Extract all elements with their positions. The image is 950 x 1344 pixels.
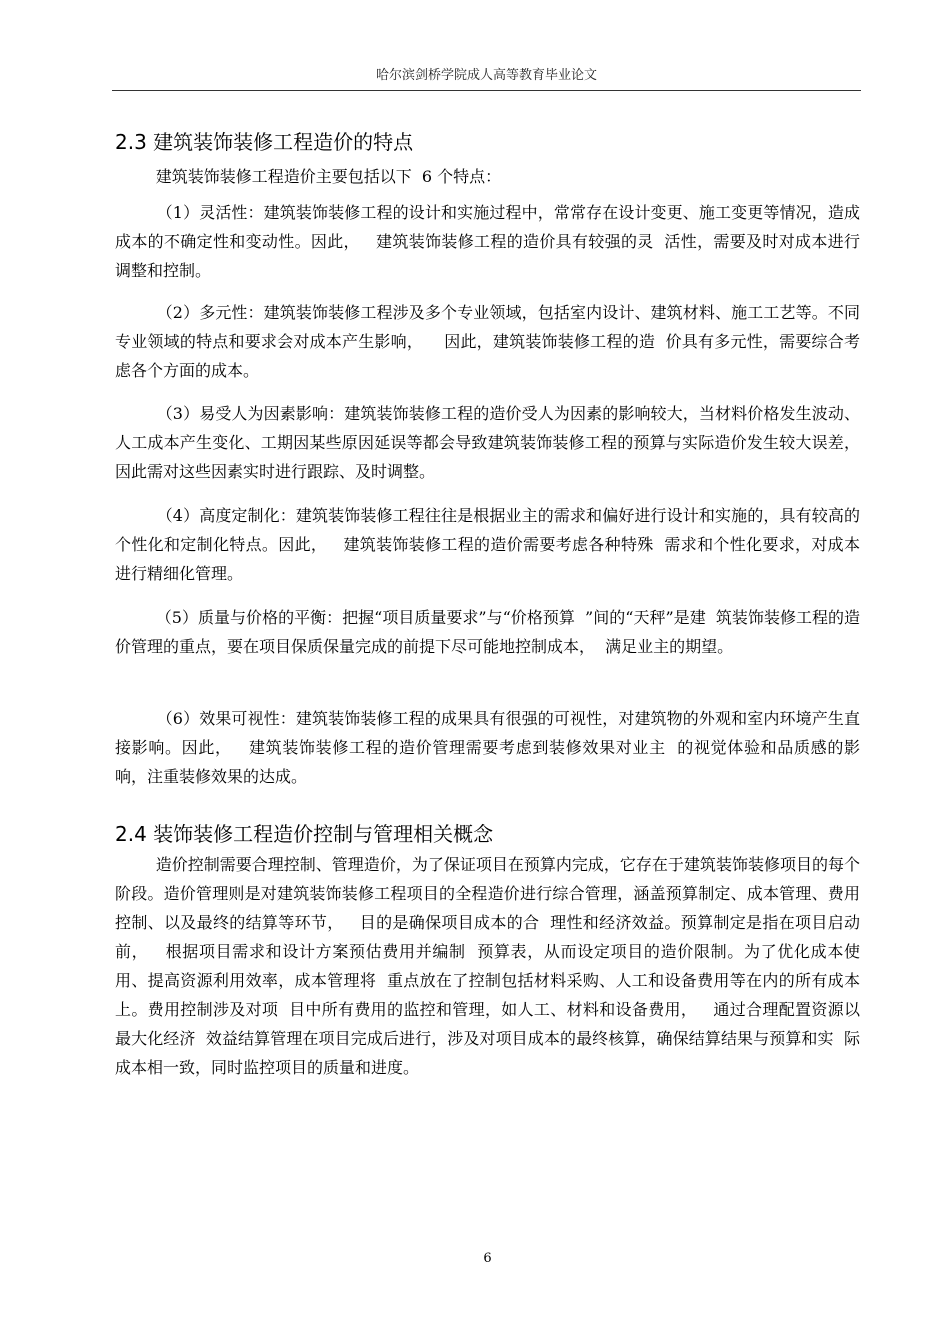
page-number: 6 <box>483 1251 492 1266</box>
paragraph-flexibility: （1）灵活性：建筑装饰装修工程的设计和实施过程中，常常存在设计变更、施工变更等情况，造成成本的不确定性和变动性。因此， 建筑装饰装修工程的造价具有较强的灵 活性，需要及时对成本进行调整和控制。 <box>115 203 861 280</box>
paragraph-visibility: （6）效果可视性：建筑装饰装修工程的成果具有很强的可视性，对建筑物的外观和室内环境产生直接影响。因此， 建筑装饰装修工程的造价管理需要考虑到装修效果对业主 的视觉体验和品质感的影响，注重装修效果的达成。 <box>115 709 861 786</box>
section-intro: 建筑装饰装修工程造价主要包括以下 6 个特点： <box>115 167 502 186</box>
paragraph-customization: （4）高度定制化：建筑装饰装修工程往往是根据业主的需求和偏好进行设计和实施的，具有较高的个性化和定制化特点。因此， 建筑装饰装修工程的造价需要考虑各种特殊 需求和个性化要求，对成本进行精细化管理。 <box>115 506 861 583</box>
paragraph-cost-control: 造价控制需要合理控制、管理造价，为了保证项目在预算内完成，它存在于建筑装饰装修项目的每个阶段。造价管理则是对建筑装饰装修工程项目的全程造价进行综合管理，涵盖预算制定、成本管理、费用控制、以及最终的结算等环节， 目的是确保项目成本的合 理性和经济效益。预算制定是指在项目启动前， 根据项目需求和设计方案预估费用并编制 预算表，从而设定项目的造价限制。为了优化成本使用、提高资源利用效率，成本管理将 重点放在了控制包括材料采购、人工和设备费用等在内的所有成本上。费用控制涉及对项 目中所有费用的监控和管理，如人工、材料和设备费用， 通过合理配置资源以最大化经济 效益结算管理在项目完成后进行，涉及对项目成本的最终核算，确保结算结果与预算和实 际成本相一致，同时监控项目的质量和进度。 <box>115 855 860 1077</box>
section-title-2-3: 2.3 建筑装饰装修工程造价的特点 <box>115 130 414 154</box>
page-header: 哈尔滨剑桥学院成人高等教育毕业论文 <box>112 64 861 91</box>
paragraph-quality-price: （5）质量与价格的平衡：把握“项目质量要求”与“价格预算 ”间的“天秤”是建 筑装饰装修工程的造价管理的重点，要在项目保质保量完成的前提下尽可能地控制成本， 满足业主的期望。 <box>115 608 861 656</box>
section-title-2-4: 2.4 装饰装修工程造价控制与管理相关概念 <box>115 822 494 846</box>
paragraph-human-factors: （3）易受人为因素影响：建筑装饰装修工程的造价受人为因素的影响较大，当材料价格发生波动、人工成本产生变化、工期因某些原因延误等都会导致建筑装饰装修工程的预算与实际造价发生较大误差，因此需对这些因素实时进行跟踪、及时调整。 <box>115 404 861 481</box>
paragraph-diversity: （2）多元性：建筑装饰装修工程涉及多个专业领域，包括室内设计、建筑材料、施工工艺等。不同专业领域的特点和要求会对成本产生影响， 因此，建筑装饰装修工程的造 价具有多元性，需要综合考虑各个方面的成本。 <box>115 303 861 380</box>
